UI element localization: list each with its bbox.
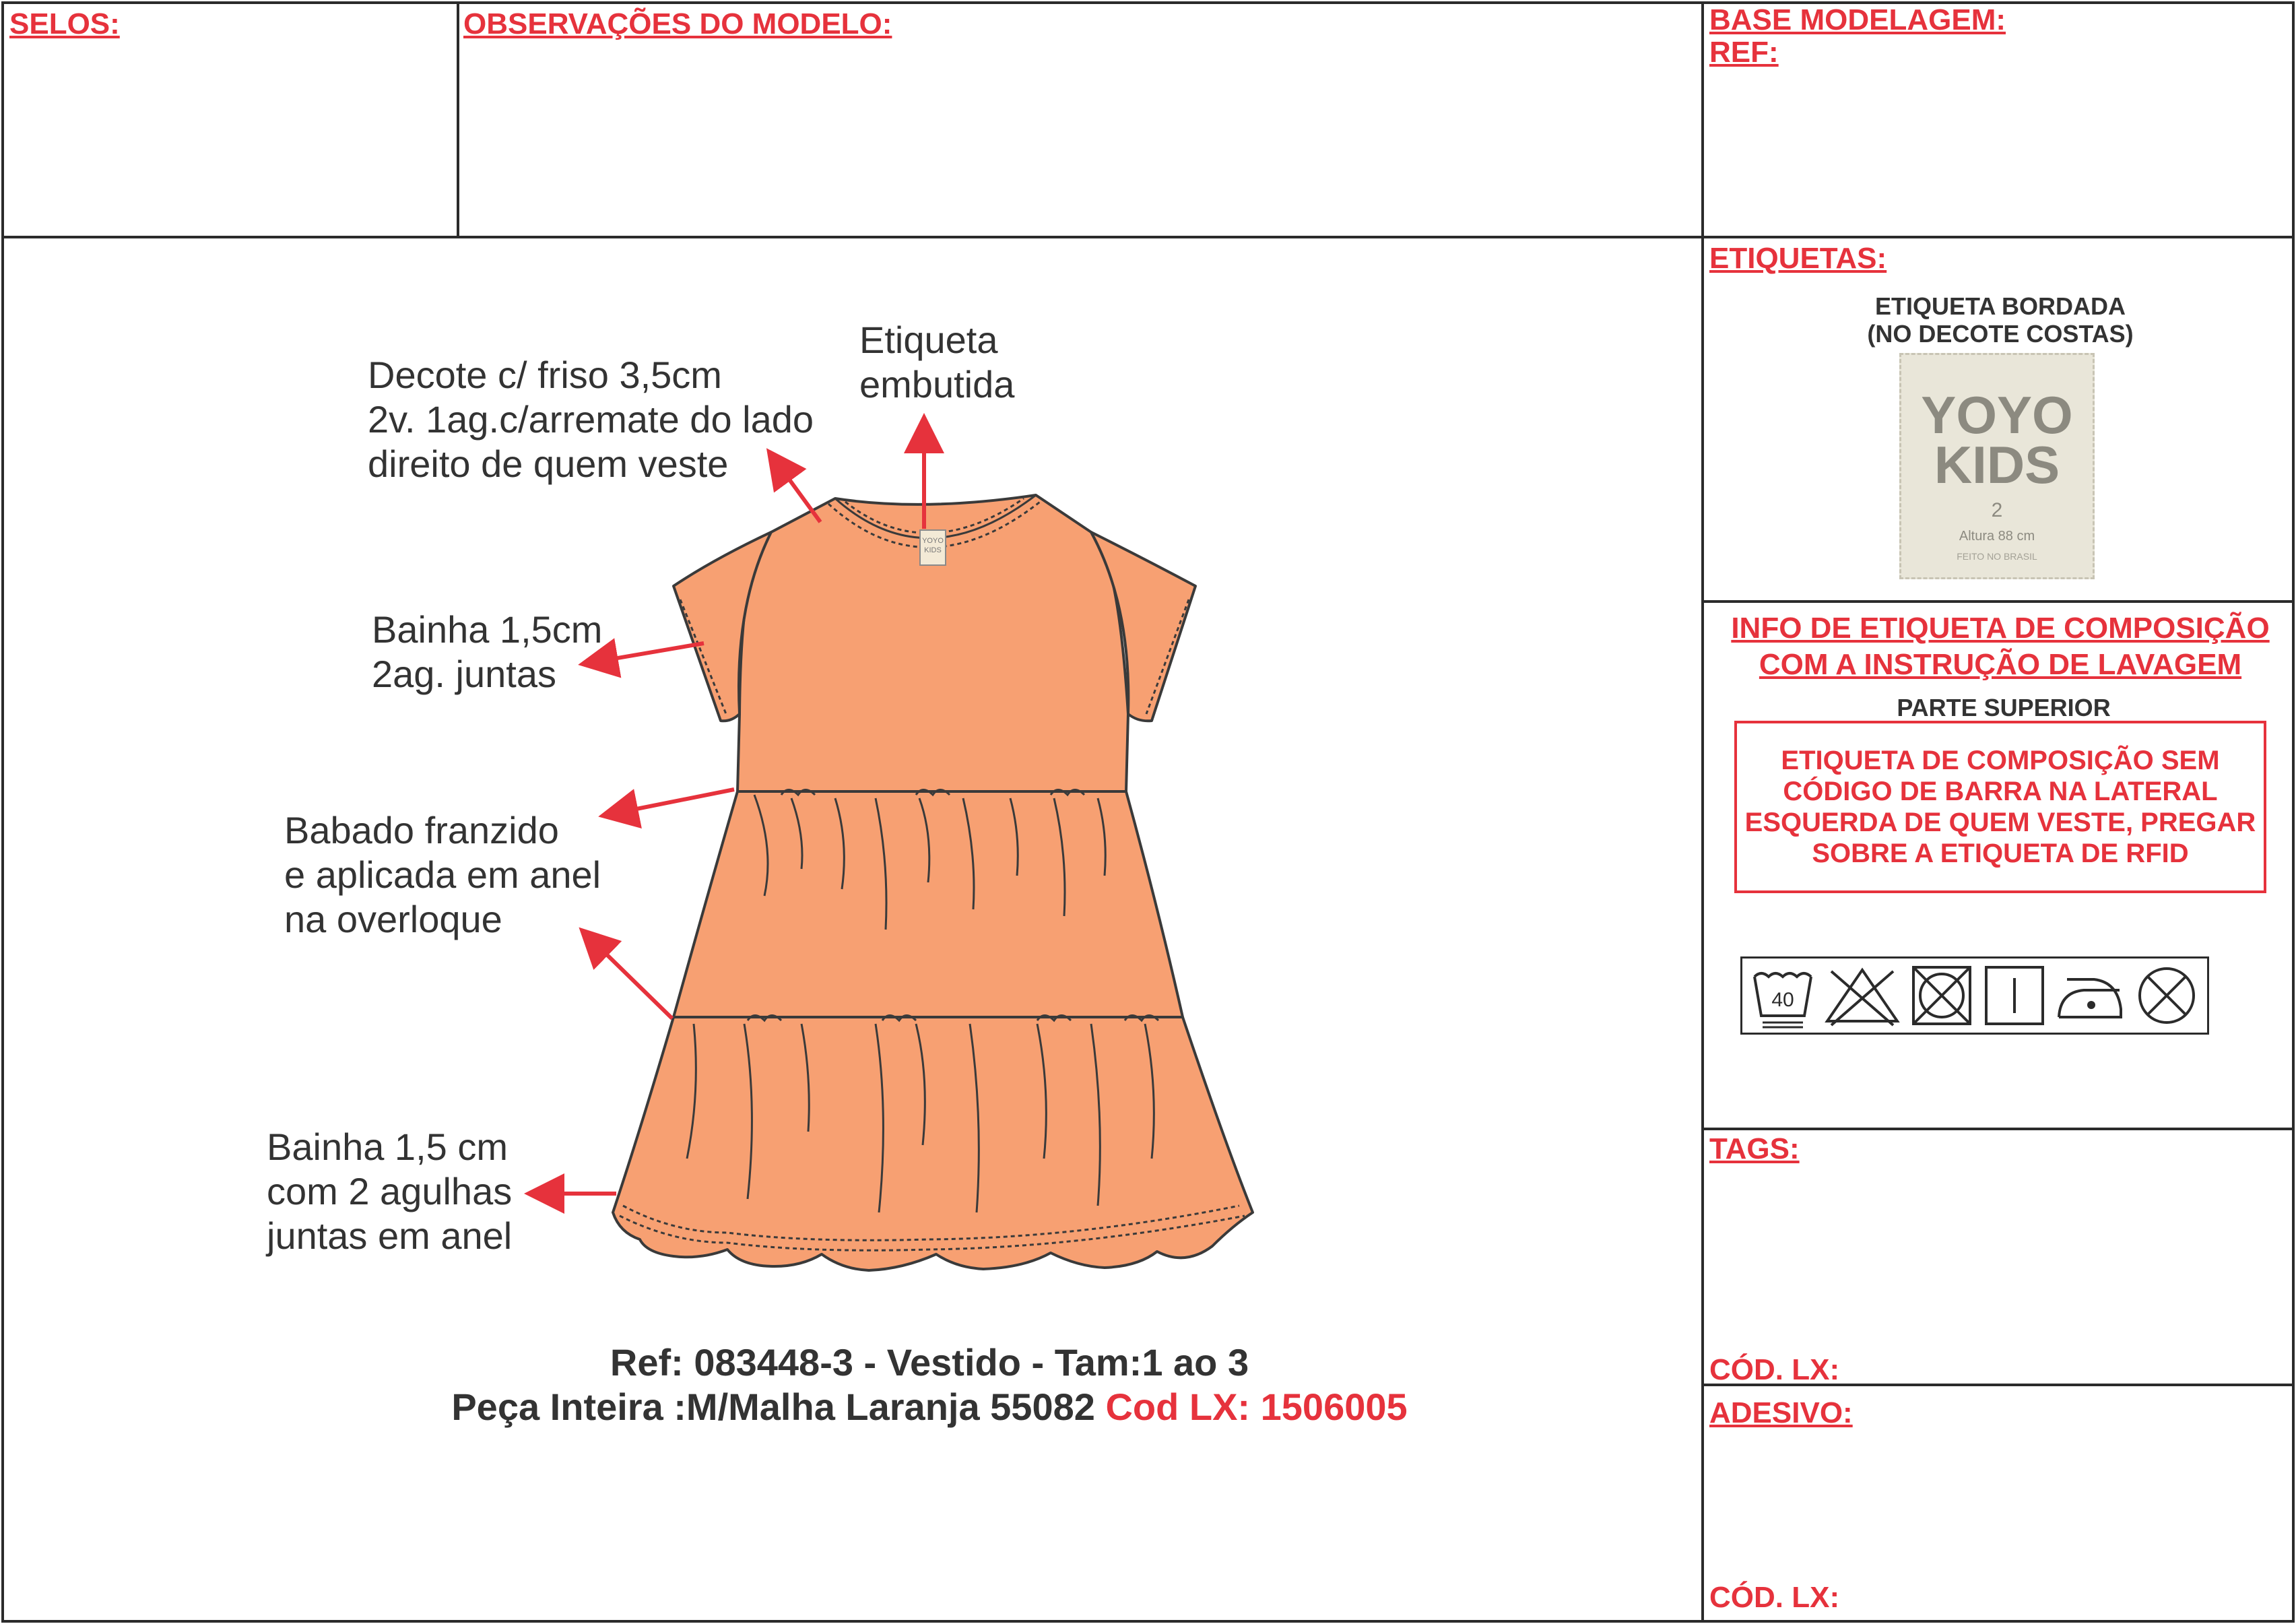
care-symbols-strip — [1740, 956, 2209, 1035]
arrow-babado-1 — [606, 789, 734, 815]
etiquetas-heading: ETIQUETAS: — [1709, 242, 1887, 275]
arrow-babado-2 — [585, 933, 672, 1018]
no-tumble-dry-icon — [1908, 962, 1975, 1029]
svg-text:YOYO: YOYO — [922, 537, 944, 545]
etiqueta-bordada-caption: ETIQUETA BORDADA (NO DECOTE COSTAS) — [1867, 292, 2134, 348]
adesivo-heading: ADESIVO: — [1709, 1396, 1853, 1429]
parte-superior-caption: PARTE SUPERIOR — [1897, 694, 2111, 721]
annotation-babado: Babado franzido e aplicada em anel na overloque — [284, 809, 601, 941]
wash-temp: 40 — [1771, 989, 1794, 1011]
label-height: Altura 88 cm — [1959, 529, 2035, 544]
arrow-bainha-manga — [586, 643, 704, 663]
base-modelagem-heading: BASE MODELAGEM: — [1709, 3, 2006, 36]
embroidered-label — [1899, 353, 2095, 579]
line-dry-icon — [1981, 962, 2048, 1029]
ref-heading: REF: — [1709, 36, 1779, 69]
no-bleach-icon — [1822, 962, 1903, 1029]
svg-text:KIDS: KIDS — [924, 546, 942, 554]
no-dry-clean-icon — [2133, 962, 2200, 1029]
label-made-in: FEITO NO BRASIL — [1957, 551, 2037, 562]
product-title-line1: Ref: 083448-3 - Vestido - Tam:1 ao 3 — [610, 1341, 1249, 1384]
wash-40-icon — [1749, 962, 1816, 1029]
product-fabric: Peça Inteira :M/Malha Laranja 55082 — [451, 1386, 1095, 1428]
tags-heading: TAGS: — [1709, 1132, 1800, 1165]
observacoes-heading: OBSERVAÇÕES DO MODELO: — [463, 7, 892, 40]
annotation-decote: Decote c/ friso 3,5cm 2v. 1ag.c/arremate do lado direito de quem veste — [368, 354, 814, 486]
label-brand: YOYO KIDS — [1921, 385, 2073, 495]
annotation-bainha-manga: Bainha 1,5cm 2ag. juntas — [372, 608, 603, 696]
info-composicao-heading: INFO DE ETIQUETA DE COMPOSIÇÃO COM A INSTRUÇÃO DE LAVAGEM — [1731, 612, 2270, 681]
product-cod-lx: Cod LX: 1506005 — [1105, 1386, 1408, 1428]
tags-cod-lx: CÓD. LX: — [1709, 1353, 1840, 1386]
skirt-middle-tier — [674, 791, 1183, 1017]
iron-low-icon — [2054, 962, 2128, 1029]
annotation-etiqueta: Etiqueta embutida — [859, 319, 1015, 406]
annotation-bainha-barra: Bainha 1,5 cm com 2 agulhas juntas em anel — [267, 1126, 513, 1258]
product-title-line2 — [350, 1385, 1509, 1429]
label-size: 2 — [1991, 499, 2003, 522]
selos-heading: SELOS: — [9, 7, 120, 40]
composicao-notice: ETIQUETA DE COMPOSIÇÃO SEM CÓDIGO DE BARRA NA LATERAL ESQUERDA DE QUEM VESTE, PREGAR SOBRE A ETIQUETA DE RFID — [1734, 721, 2266, 893]
adesivo-cod-lx: CÓD. LX: — [1709, 1581, 1840, 1614]
